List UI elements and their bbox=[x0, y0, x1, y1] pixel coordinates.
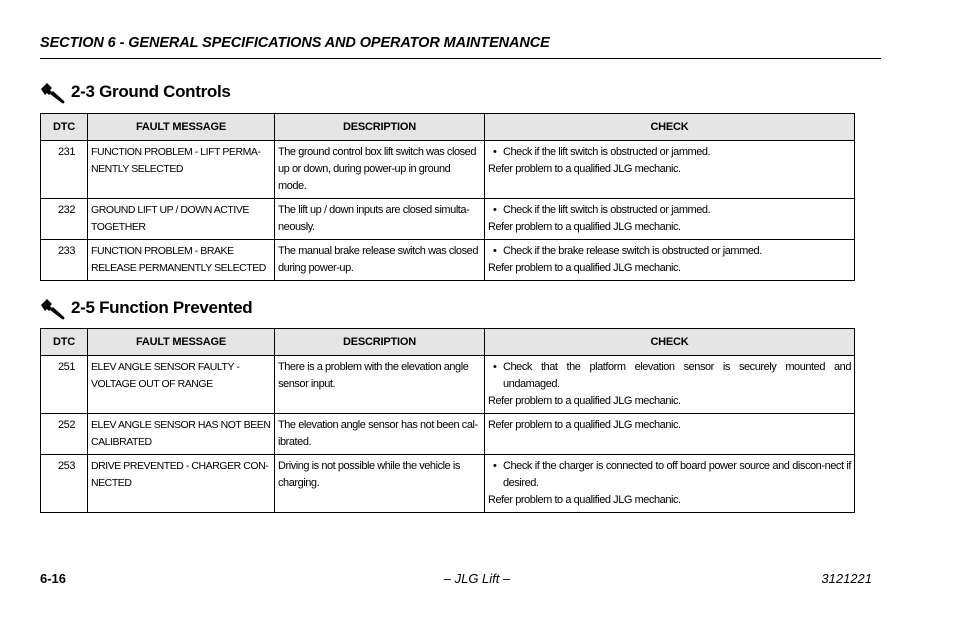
table-row bbox=[41, 141, 855, 199]
table-row bbox=[41, 414, 855, 455]
check-cell bbox=[485, 414, 855, 455]
fault-message-cell: DRIVE PREVENTED - CHARGER CON-NECTED bbox=[88, 455, 275, 513]
table-header-row bbox=[41, 329, 855, 356]
fault-message-cell: FUNCTION PROBLEM - BRAKE RELEASE PERMANENTLY SELECTED bbox=[88, 240, 275, 281]
check-bullet: • Check that the platform elevation sensor is securely mounted and undamaged. bbox=[488, 359, 851, 393]
section-title: 2-3 Ground Controls bbox=[71, 82, 231, 101]
dtc-cell: 232 bbox=[41, 199, 88, 240]
table-header-row bbox=[41, 114, 855, 141]
table-row bbox=[41, 240, 855, 281]
header-rule bbox=[40, 58, 881, 59]
check-note: Refer problem to a qualified JLG mechanic. bbox=[488, 395, 681, 407]
check-bullet: • Check if the brake release switch is obstructed or jammed. bbox=[488, 243, 851, 260]
dtc-cell: 252 bbox=[41, 414, 88, 455]
dtc-cell: 231 bbox=[41, 141, 88, 199]
wrench-icon bbox=[40, 80, 66, 104]
description-cell: There is a problem with the elevation angle sensor input. bbox=[275, 356, 485, 414]
section-heading-ground-controls bbox=[40, 79, 231, 105]
fault-message-cell: ELEV ANGLE SENSOR HAS NOT BEEN CALIBRATED bbox=[88, 414, 275, 455]
table-row bbox=[41, 199, 855, 240]
dtc-cell: 251 bbox=[41, 356, 88, 414]
check-note: Refer problem to a qualified JLG mechanic. bbox=[488, 221, 681, 233]
description-cell: The manual brake release switch was closed during power-up. bbox=[275, 240, 485, 281]
check-note: Refer problem to a qualified JLG mechanic. bbox=[488, 494, 681, 506]
column-header-fault-message: FAULT MESSAGE bbox=[88, 329, 275, 356]
column-header-check: CHECK bbox=[485, 114, 855, 141]
table-row bbox=[41, 455, 855, 513]
fault-message-cell: GROUND LIFT UP / DOWN ACTIVE TOGETHER bbox=[88, 199, 275, 240]
check-cell bbox=[485, 455, 855, 513]
document-number: 3121221 bbox=[821, 571, 872, 586]
check-note: Refer problem to a qualified JLG mechanic. bbox=[488, 419, 681, 431]
column-header-check: CHECK bbox=[485, 329, 855, 356]
fault-table-function-prevented bbox=[40, 328, 855, 513]
column-header-description: DESCRIPTION bbox=[275, 114, 485, 141]
column-header-fault-message: FAULT MESSAGE bbox=[88, 114, 275, 141]
fault-table-ground-controls bbox=[40, 113, 855, 281]
column-header-dtc: DTC bbox=[41, 329, 88, 356]
column-header-dtc: DTC bbox=[41, 114, 88, 141]
check-bullet: • Check if the lift switch is obstructed or jammed. bbox=[488, 202, 851, 219]
description-cell: Driving is not possible while the vehicle is charging. bbox=[275, 455, 485, 513]
check-note: Refer problem to a qualified JLG mechanic. bbox=[488, 163, 681, 175]
footer-brand: – JLG Lift – bbox=[443, 571, 511, 586]
check-cell bbox=[485, 199, 855, 240]
section-title: 2-5 Function Prevented bbox=[71, 298, 253, 317]
table-row bbox=[41, 356, 855, 414]
column-header-description: DESCRIPTION bbox=[275, 329, 485, 356]
check-bullet: • Check if the charger is connected to off board power source and discon-nect if desired. bbox=[488, 458, 851, 492]
description-cell: The lift up / down inputs are closed simulta-neously. bbox=[275, 199, 485, 240]
dtc-cell: 253 bbox=[41, 455, 88, 513]
description-cell: The elevation angle sensor has not been cal-ibrated. bbox=[275, 414, 485, 455]
fault-message-cell: ELEV ANGLE SENSOR FAULTY - VOLTAGE OUT OF RANGE bbox=[88, 356, 275, 414]
check-cell bbox=[485, 141, 855, 199]
description-cell: The ground control box lift switch was closed up or down, during power-up in ground mode. bbox=[275, 141, 485, 199]
fault-message-cell: FUNCTION PROBLEM - LIFT PERMA-NENTLY SELECTED bbox=[88, 141, 275, 199]
check-bullet: • Check if the lift switch is obstructed or jammed. bbox=[488, 144, 851, 161]
section-header-title: SECTION 6 - GENERAL SPECIFICATIONS AND OPERATOR MAINTENANCE bbox=[40, 35, 550, 51]
check-cell bbox=[485, 356, 855, 414]
check-cell bbox=[485, 240, 855, 281]
dtc-cell: 233 bbox=[41, 240, 88, 281]
section-heading-function-prevented bbox=[40, 295, 252, 321]
wrench-icon bbox=[40, 296, 66, 320]
page-number: 6-16 bbox=[40, 571, 67, 586]
check-note: Refer problem to a qualified JLG mechanic. bbox=[488, 262, 681, 274]
